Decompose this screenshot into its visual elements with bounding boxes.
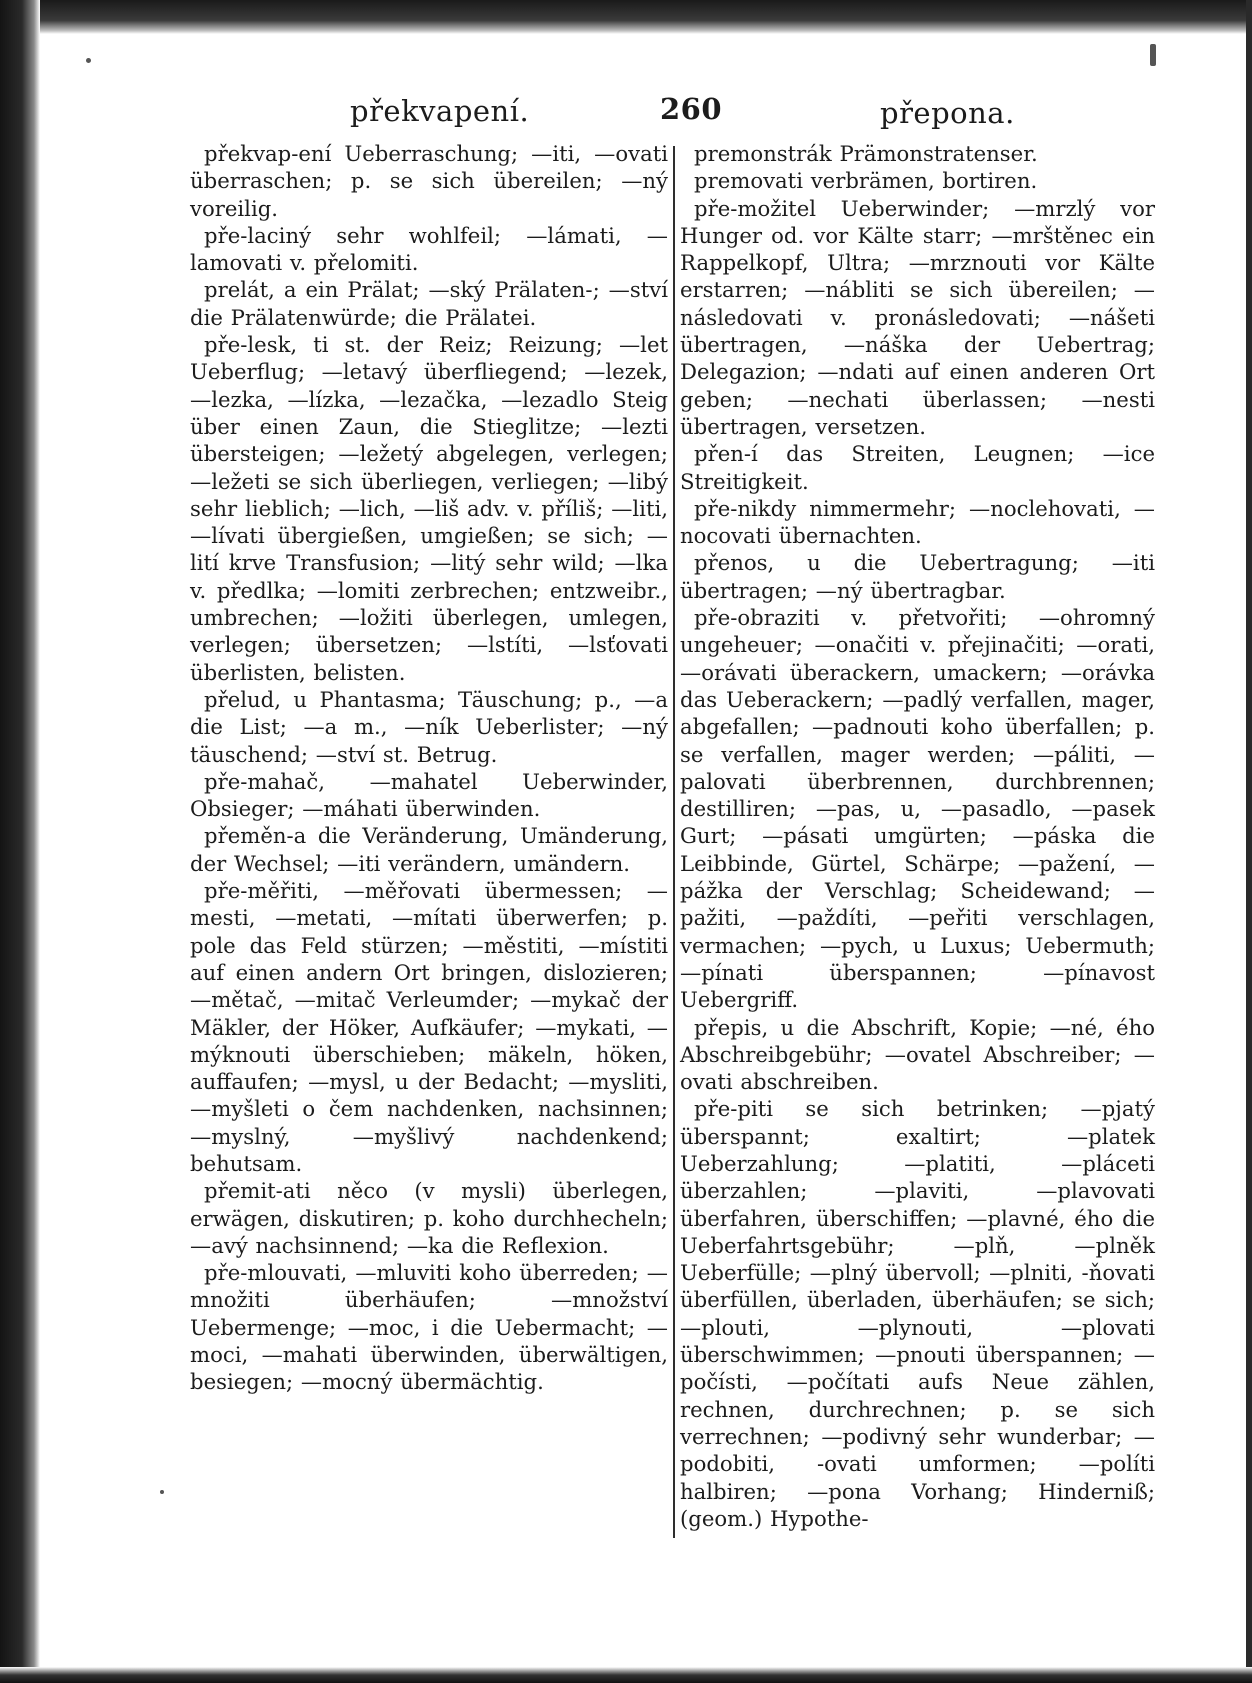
dictionary-entry: přeměn-a die Veränderung, Umänderung, der Wechsel; —iti verändern, umändern. — [190, 823, 668, 876]
dictionary-entry: pře-piti se sich betrinken; —pjatý überspannt; exaltirt; —platek Ueberzahlung; —platiti, —pláceti überzahlen; —plaviti, —plavovati überfahren, überschiffen; —plavné, ého die Ueberfahrtsgebühr; —plň, —plněk Ueberfülle; —plný übervoll; —plniti, -ňovati überfüllen, überladen, überhäufen; se sich; —plouti, —plynouti, —plovati überschwimmen; —pnouti überspannen; —počísti, —počítati aufs Neue zählen, rechnen, durchrechnen; p. se sich verrechnen; —podivný sehr wunderbar; —podobiti, -ovati umformen; —políti halbiren; —pona Vorhang; Hinderniß; (geom.) Hypothe- — [680, 1096, 1155, 1531]
dictionary-entry: překvap-ení Ueberraschung; —iti, —ovati überraschen; p. se sich übereilen; —ný voreilig. — [190, 141, 668, 221]
dictionary-entry: přelud, u Phantasma; Täuschung; p., —a die List; —a m., —ník Ueberlister; —ný täuschend; —ství st. Betrug. — [190, 686, 668, 767]
dictionary-entry: přen-í das Streiten, Leugnen; —ice Streitigkeit. — [680, 441, 1155, 494]
dictionary-entry: pře-mahač, —mahatel Ueberwinder, Obsieger; —máhati überwinden. — [190, 768, 668, 822]
dictionary-entry: přenos, u die Uebertragung; —iti übertragen; —ný übertragbar. — [680, 550, 1155, 603]
column-divider — [673, 146, 675, 1538]
dust-speck — [1150, 44, 1156, 66]
dictionary-entry: pře-mlouvati, —mluviti koho überreden; —množiti überhäufen; —množství Uebermenge; —moc, i die Uebermacht; —moci, —mahati überwinden, überwältigen, besiegen; —mocný übermächtig. — [190, 1260, 668, 1395]
scan-edge-right — [1246, 0, 1252, 1683]
dictionary-entry: pře-lesk, ti st. der Reiz; Reizung; —let Ueberflug; —letavý überfliegend; —lezek, —lezka, —lízka, —lezačka, —lezadlo Steig über einen Zaun, die Stieglitze; —lezti übersteigen; —ležetý abgelegen, verlegen; —ležeti se sich überliegen, verliegen; —libý sehr lieblich; —lich, —liš adv. v. příliš; —liti, —lívati übergießen, umgießen; se sich; —lití krve Transfusion; —litý sehr wild; —lka v. předlka; —lomiti zerbrechen; entzweibr., umbrechen; —ložiti überlegen, umlegen, verlegen; übersetzen; —lstíti, —lsťovati überlisten, belisten. — [190, 332, 668, 685]
dictionary-entry: prelát, a ein Prälat; —ský Prälaten-; —ství die Prälatenwürde; die Prälatei. — [190, 277, 668, 330]
dictionary-entry: premonstrák Prämonstratenser. — [694, 141, 1038, 166]
dictionary-entry: přepis, u die Abschrift, Kopie; —né, ého Abschreibgebühr; —ovatel Abschreiber; —ovati abschreiben. — [680, 1014, 1155, 1095]
dictionary-page — [190, 90, 1160, 1550]
dust-speck — [86, 58, 91, 63]
dictionary-entry: premovati verbrämen, bortiren. — [694, 168, 1038, 194]
dictionary-entry: pře-možitel Ueberwinder; —mrzlý vor Hunger od. vor Kälte starr; —mrštěnec ein Rappelkopf, Ultra; —mrznouti vor Kälte erstarren; —nábliti se sich übereilen; —následovati v. pronásledovati; —nášeti übertragen, —náška der Uebertrag; Delegazion; —ndati auf einen anderen Ort geben; —nechati überlassen; —nesti übertragen, versetzen. — [680, 195, 1155, 439]
left-column — [190, 140, 668, 1396]
dictionary-entry: pře-laciný sehr wohlfeil; —lámati, —lamovati v. přelomiti. — [190, 222, 668, 276]
header-left-guide-word: překvapení. — [350, 94, 530, 128]
dictionary-entry: pře-měřiti, —měřovati übermessen; —mesti, —metati, —mítati überwerfen; p. pole das Feld stürzen; —městiti, —místiti auf einen andern Ort bringen, dislozieren; —mětač, —mitač Verleumder; —mykač der Mäkler, der Höker, Aufkäufer; —mykati, —mýknouti überschieben; mäkeln, höken, auffaufen; —mysl, u der Bedacht; —mysliti, —myšleti o čem nachdenken, nachsinnen; —myslný, —myšlivý nachdenkend; behutsam. — [190, 878, 668, 1176]
scan-edge-left — [0, 0, 40, 1683]
dictionary-entry: pře-obraziti v. přetvořiti; —ohromný ungeheuer; —onačiti v. přejinačiti; —orati, —orávati überackern, umackern; —orávka das Ueberackern; —padlý verfallen, mager, abgefallen; —padnouti koho überfallen; p. se verfallen, mager werden; —páliti, —palovati überbrennen, durchbrennen; destilliren; —pas, u, —pasadlo, —pasek Gurt; —pásati umgürten; —páska die Leibbinde, Gürtel, Schärpe; —pažení, —pážka der Verschlag; Scheidewand; —pažiti, —paždíti, —peřiti verschlagen, vermachen; —pych, u Luxus; Uebermuth; —pínati überspannen; —pínavost Uebergriff. — [680, 605, 1155, 1013]
page-number: 260 — [660, 92, 723, 126]
dictionary-entry: pře-nikdy nimmermehr; —noclehovati, —nocovati übernachten. — [680, 495, 1155, 549]
right-column — [680, 140, 1155, 1532]
dust-speck — [160, 1490, 164, 1494]
dictionary-entry: přemit-ati něco (v mysli) überlegen, erwägen, diskutiren; p. koho durchhecheln; —avý nachsinnend; —ka die Reflexion. — [190, 1178, 668, 1258]
header-right-guide-word: přepona. — [880, 96, 1015, 130]
scan-edge-top — [0, 0, 1252, 34]
page-header — [190, 90, 1160, 134]
scan-edge-bottom — [0, 1667, 1252, 1683]
